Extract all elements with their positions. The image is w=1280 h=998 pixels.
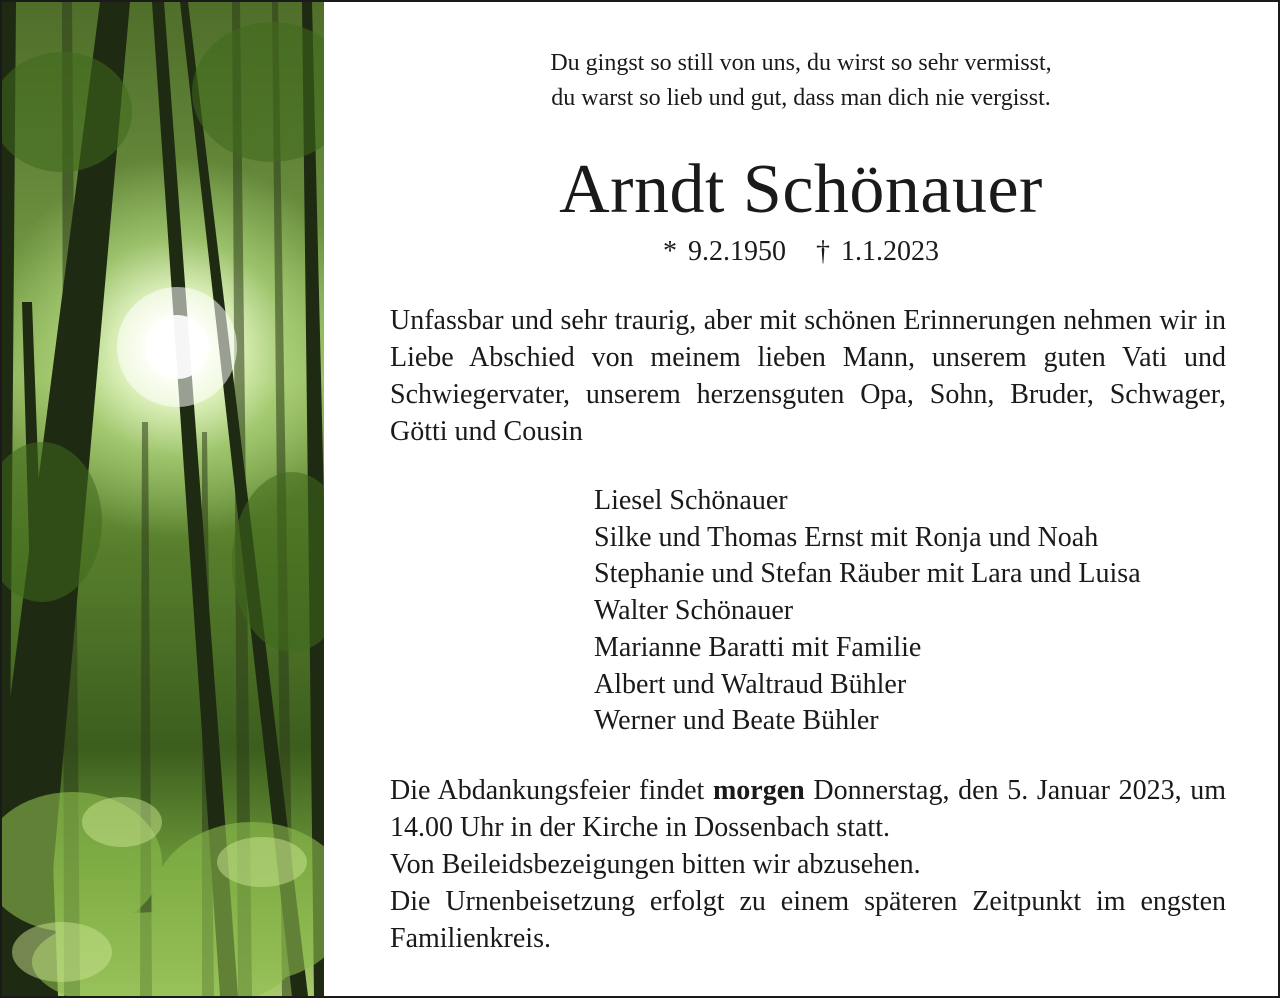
ceremony-text-start: Die Abdankungsfeier findet	[390, 775, 705, 806]
forest-sunlight-image	[2, 2, 324, 996]
ceremony-info	[390, 772, 1226, 957]
death-date: † 1.1.2023	[816, 236, 939, 267]
forest-illustration	[2, 2, 324, 996]
life-dates	[324, 234, 1278, 270]
deceased-name: Arndt Schönauer	[559, 151, 1043, 228]
ceremony-text-end: Donnerstag, den 5. Januar 2023, um 14.00 Uhr in der Kirche in Dossenbach statt.	[390, 775, 1227, 843]
family-member: Walter Schönauer	[594, 595, 794, 627]
ceremony-announcement	[390, 772, 1226, 846]
ceremony-day-emphasis: morgen	[712, 775, 805, 806]
family-member: Silke und Thomas Ernst mit Ronja und Noah	[594, 521, 1099, 553]
family-member: Albert und Waltraud Bühler	[594, 668, 907, 700]
urn-burial-note: Die Urnenbeisetzung erfolgt zu einem späteren Zeitpunkt im engsten Familienkreis.	[390, 886, 1226, 954]
family-member: Marianne Baratti mit Familie	[594, 631, 922, 663]
obituary-text	[324, 2, 1278, 996]
memorial-verse	[324, 46, 1278, 116]
birth-date: * 9.2.1950	[663, 236, 786, 267]
family-member: Liesel Schönauer	[594, 485, 788, 516]
family-member: Werner und Beate Bühler	[594, 705, 879, 737]
verse-line-2: du warst so lieb und gut, dass man dich nie vergisst.	[551, 85, 1051, 111]
family-member: Stephanie und Stefan Räuber mit Lara und Luisa	[594, 558, 1141, 590]
family-list	[594, 483, 1234, 740]
condolence-note: Von Beileidsbezeigungen bitten wir abzusehen.	[390, 849, 921, 880]
farewell-paragraph: Unfassbar und sehr traurig, aber mit schönen Erinnerungen nehmen wir in Liebe Abschied von meinem lieben Mann, unserem guten Vati und Schwiegervater, unserem herzensguten Opa, Sohn, Bruder, Schwager, Götti und Cousin	[390, 305, 1226, 447]
verse-line-1: Du gingst so still von uns, du wirst so sehr vermisst,	[550, 50, 1052, 76]
